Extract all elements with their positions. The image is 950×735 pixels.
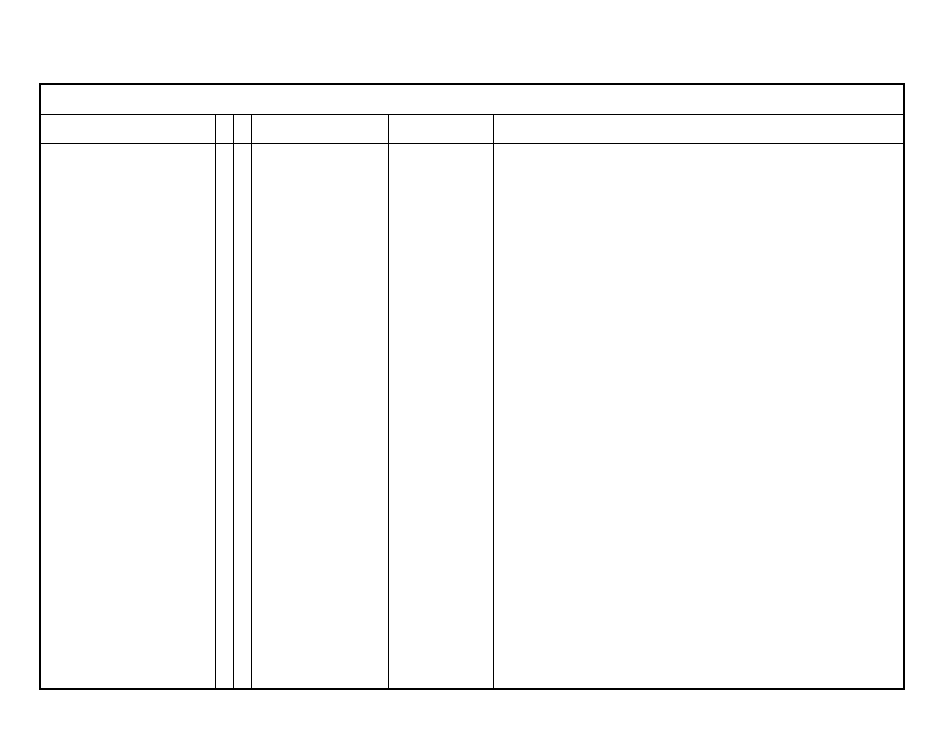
agency-row bbox=[41, 85, 903, 115]
col-divider-yes bbox=[233, 115, 234, 688]
col-divider-completion bbox=[493, 115, 494, 688]
col-divider-no bbox=[251, 115, 252, 688]
col-divider-item bbox=[215, 115, 216, 688]
header-completion bbox=[389, 115, 493, 144]
header-comments bbox=[493, 115, 905, 144]
col-divider-responsible bbox=[388, 115, 389, 688]
header-responsible bbox=[252, 115, 389, 144]
items-body bbox=[41, 144, 903, 688]
form-table bbox=[39, 83, 905, 690]
